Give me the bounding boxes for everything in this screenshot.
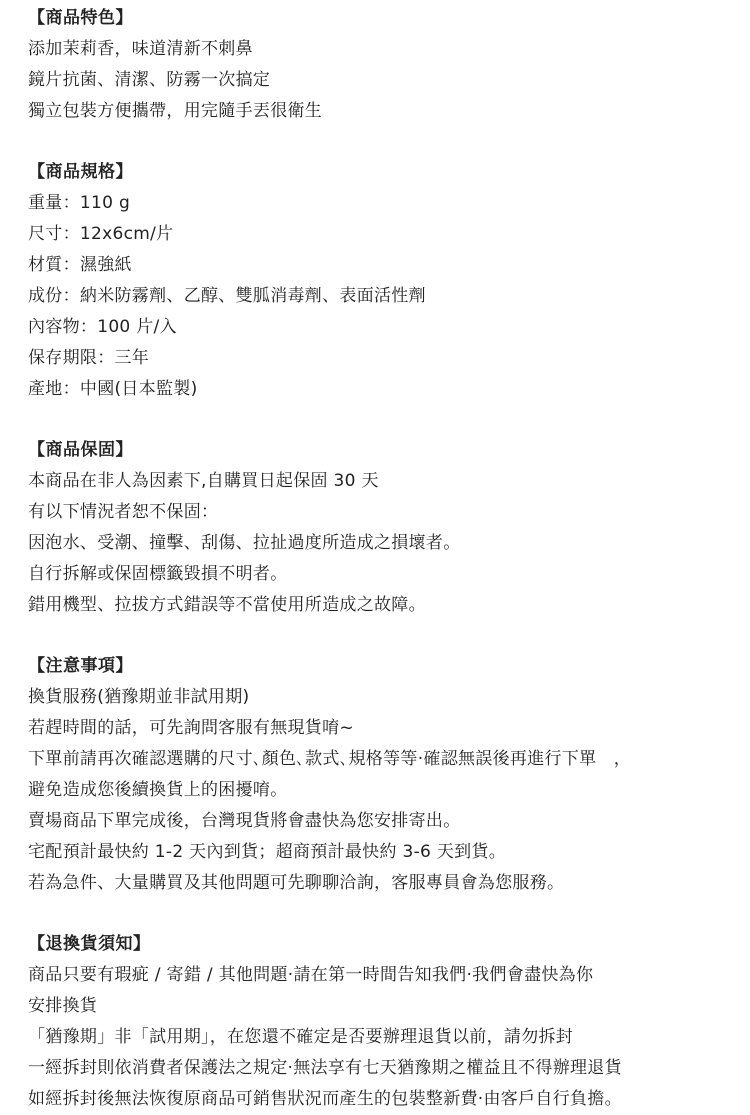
section-returns [28, 929, 728, 1115]
text-line: 一經拆封則依消費者保護法之規定‧無法享有七天猶豫期之權益且不得辦理退貨 [28, 1058, 622, 1078]
section-heading: 【商品特色】 [28, 8, 133, 28]
text-line: 本商品在非人為因素下,自購買日起保固 30 天 [28, 471, 379, 491]
text-line: 賣場商品下單完成後，台灣現貨將會盡快為您安排寄出。 [28, 811, 461, 831]
section-features [28, 3, 728, 127]
text-line: 保存期限：三年 [28, 348, 150, 368]
section-heading: 【商品規格】 [28, 162, 133, 182]
section-warranty [28, 435, 728, 621]
text-line: 商品只要有瑕疵 / 寄錯 / 其他問題‧請在第一時間告知我們‧我們會盡快為你 [28, 965, 594, 985]
text-line: 尺寸：12x6cm/片 [28, 224, 174, 244]
text-line: 如經拆封後無法恢復原商品可銷售狀況而產生的包裝整新費‧由客戶自行負擔。 [28, 1089, 622, 1109]
text-line: 鏡片抗菌、清潔、防霧一次搞定 [28, 70, 271, 90]
text-line: 材質：濕強紙 [28, 255, 132, 275]
text-line: 自行拆解或保固標籤毀損不明者。 [28, 564, 288, 584]
text-line: 有以下情況者恕不保固： [28, 502, 219, 522]
text-line: 重量：110 g [28, 193, 131, 213]
text-line: 安排換貨 [28, 996, 98, 1016]
text-line: 下單前請再次確認選購的尺寸､顏色､款式､規格等等‧確認無誤後再進行下單 ， [28, 749, 632, 769]
section-heading: 【退換貨須知】 [28, 934, 151, 954]
text-line: 錯用機型、拉拔方式錯誤等不當使用所造成之故障。 [28, 595, 426, 615]
section-notices [28, 651, 728, 899]
text-line: 宅配預計最快約 1-2 天內到貨；超商預計最快約 3-6 天到貨。 [28, 842, 507, 862]
section-heading: 【注意事項】 [28, 656, 133, 676]
text-line: 產地：中國(日本監製) [28, 379, 198, 399]
section-specs [28, 157, 728, 405]
text-line: 內容物：100 片/入 [28, 317, 177, 337]
text-line: 避免造成您後續換貨上的困擾唷。 [28, 780, 288, 800]
text-line: 因泡水、受潮、撞擊、刮傷、拉扯過度所造成之損壞者。 [28, 533, 461, 553]
text-line: 「猶豫期」非「試用期」，在您還不確定是否要辦理退貨以前，請勿拆封 [28, 1027, 574, 1047]
text-line: 若為急件、大量購買及其他問題可先聊聊洽詢，客服專員會為您服務。 [28, 873, 565, 893]
text-line: 若趕時間的話，可先詢問客服有無現貨唷~ [28, 718, 354, 738]
text-line: 添加茉莉香，味道清新不刺鼻 [28, 39, 253, 59]
text-line: 成份：納米防霧劑、乙醇、雙胍消毒劑、表面活性劑 [28, 286, 426, 306]
section-heading: 【商品保固】 [28, 440, 133, 460]
product-description [28, 3, 728, 1115]
text-line: 獨立包裝方便攜帶，用完隨手丟很衛生 [28, 101, 323, 121]
text-line: 換貨服務(猶豫期並非試用期) [28, 687, 250, 707]
